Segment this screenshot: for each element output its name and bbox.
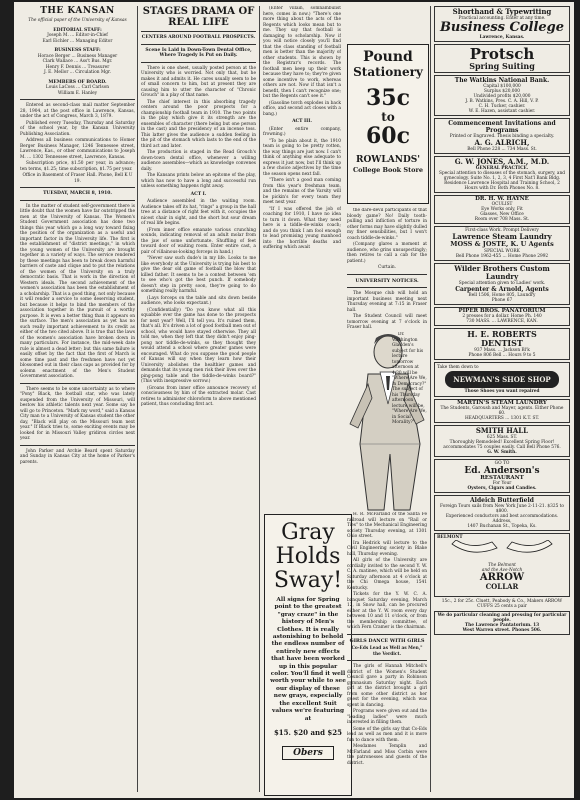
- notices-header: UNIVERSITY NOTICES.: [355, 277, 419, 284]
- date-line: TUESDAY, MARCH 8, 1910.: [43, 191, 112, 196]
- article-paragraph: (From inner office emanate various crunching sounds, indicating removal of an adult molar from the jaw of some unfortunate. Shuffling of feet toward door of waiting room. Enter entire cast, a pair of villainous-looking forceps in hand.): [141, 227, 256, 255]
- article-paragraph: Audience assembled in the waiting room. Audience takes off its hat, "rings" a group in the hall tree at a distance of right feet with it, occupies the nicest chair in sight, and the short but sour dream of real life begins.: [141, 199, 256, 226]
- column-rule: [430, 6, 431, 792]
- article-paragraph: (Company glares a moment at audience, who grins unsuspectingly; then retires to call a cab for the patient.): [347, 242, 427, 264]
- divider: [20, 445, 135, 446]
- notices-narrow: [392, 332, 427, 512]
- notice-item: Dr. Washington Gladden's subject for his lecture tomorrow afternoon at 4:30 will be "Where Are We, in Democracy?" The subject of his Thursday afternoon lecture will be, "Where Are We, in Social Morality?": [392, 332, 427, 425]
- ad-text: Those Shoes you want repaired: [464, 388, 540, 394]
- roberts-dentist-ad: [434, 328, 570, 360]
- ad-text: 1407 Buchanan St., Topeka, Ks.: [467, 524, 537, 530]
- ad-text: Lawrence, Kansas.: [479, 35, 525, 40]
- ad-body: All signs for Spring point to the greatest "gray craze" in the history of Men's Clothes. It is really astonishing to behold the endless number of entirely new effects that have been worked up in this popular color. You'll find it well worth your while to see our display of these new grays, especially the excellent Suit values we're featuring at: [270, 597, 346, 722]
- business-staff-4: J. E. Mellor ... Circulation Mgr.: [44, 70, 111, 75]
- ad-title: The Watkins National Bank.: [454, 77, 550, 84]
- entry-notice: Entered as second-class mail matter September 28, 1904, at the post office in Lawrence, Kansas, under the act of Congress, March 3, 1879.: [20, 103, 135, 119]
- ad-brand: COLLAR: [485, 581, 519, 591]
- board-label: MEMBERS OF BOARD.: [48, 79, 107, 85]
- notice-item: The Student Council will meet tomorrow evening at 7 o'clock in Fraser hall.: [347, 314, 427, 328]
- ad-name: A. G. ALRICH,: [474, 138, 530, 147]
- divider: [20, 99, 135, 100]
- ad-text: GO TO: [494, 461, 510, 467]
- ad-name: Carpenter & Arnold, Agents: [455, 285, 549, 293]
- ad-store-logo: Obers: [282, 746, 334, 760]
- ad-brand: Business College: [439, 20, 565, 35]
- notices-column-bottom: [347, 512, 427, 796]
- ad-text: Undivided profits $20,000: [473, 94, 531, 99]
- ad-text: W. E. Hazen, assistant cashier.: [468, 109, 536, 114]
- alrich-printing-ad: [434, 118, 570, 154]
- ad-text: Phone 806 Bell ... Hours 9 to 5: [468, 352, 536, 358]
- divider: [347, 287, 427, 288]
- martins-laundry-ad: [434, 399, 570, 423]
- ad-text: Special attention given to Ladies' work.: [458, 280, 546, 286]
- editorial-staff-1: Joseph M. ... Editor-in-Chief: [47, 33, 108, 38]
- ad-text: Practical accounting. Enter at any time.: [458, 16, 546, 21]
- ad-title: Aldeich Butterfield: [470, 497, 534, 505]
- ad-headline: Holds: [275, 544, 341, 569]
- article-deck: CENTERS AROUND FOOTBALL PROSPECTS.: [141, 35, 256, 40]
- ad-text: Experienced conductors and best accommodations. Address,: [445, 514, 559, 525]
- ad-title: H. E. ROBERTS: [467, 328, 537, 339]
- ad-text: The Belmont: [488, 562, 516, 568]
- article-paragraph: Mesdames Templin and McFarland and Miss Corbin were the patronesses and guests of the district.: [347, 744, 427, 766]
- office-notice: Office in Basement of Fraser Hall. Phone, Bell K U 19.: [22, 173, 133, 184]
- column-rule: [259, 6, 260, 792]
- ad-text: The Lawrence Pantatorium. 13: [464, 623, 540, 629]
- editorial-paragraph: John Parker and Archie Beard spent Saturday and Sunday in Kansas City at the home of Parker's parents.: [20, 448, 135, 465]
- ad-text: G. W. Smith.: [487, 450, 517, 456]
- masthead-column: [20, 6, 135, 466]
- ad-text: HEADQUARTERS ... 1301 K.T. ST.: [464, 416, 540, 422]
- ad-text: Bell 1506, Home 805, Laundry: [468, 292, 536, 298]
- article-paragraph: (Enter villain, somnambulist here, comes in now.) "There's one more thing about the acts of the Regents which looks mean but to me. They say that football is damaging to scholarship. Now if you will notice closely you'll find that the class standing of football men is better than the majority of other students. This is shown by the Registrar's records. The football men keep up their work because they have to; they're given some incentive to work, whereas others are not. Now if that isn't a benefit, then I can't recognize one; but the Regents can't see it.": [263, 6, 341, 99]
- newman-shoe-ad: [434, 362, 570, 397]
- ad-text: Bell Phone 228 ... 734 Mass. St.: [467, 147, 537, 152]
- ad-text: Eye Works only, Fit: [481, 207, 523, 213]
- editorial-paragraph: In the matter of student self-government there is little doubt that the women have far outstripped the men at the University of Kansas. The Women's Student Government association has done two things this year which go a long way toward fixing the position of the organization as a useful and important factor in the University life. The first is the establishment of "district meetings," in which the young women of the University are brought together in a variety of ways. The service rendered by these meetings has been to break down harmful barriers of caste and clique and to put the relations of the women of the University on a truly democratic basis. That is work in the direction of Western ideals. The second achievement of the women's association has been the establishment of a scholarship. That is a good thing, not only because it will render a service to some deserving student, but because it helps to bind the members of the association together in the pursuit of a worthy purpose. It is even a better thing than it appears on the surface. The men's association as yet has no such really important achievement to its credit as either of the two cited above. It is true that the laws of the women's association have broken down in many particulars. For instance, the mid-week date rule is almost a dead letter; but this same failure is easily offset by the fact that the first of March is some time past and the freshmen have not yet blossomed out in their class caps as provided for by solemn enactment of the Men's Student Government association.: [20, 203, 135, 379]
- divider: [141, 31, 256, 32]
- business-staff-3: Henry F. Dennis ... Treasurer: [45, 64, 110, 70]
- ad-title: Shorthand & Typewriting: [452, 7, 552, 16]
- notices-column-top: [347, 208, 427, 328]
- ad-text: Surplus $20,000: [484, 89, 520, 94]
- ad-text: Capital $100,000: [483, 84, 521, 89]
- anderson-restaurant-ad: [434, 459, 570, 493]
- ad-title: Wilder Brothers Custom Laundry: [454, 263, 550, 281]
- article-paragraph: "There isn't a good man coming from this year's freshman team, and the remains of the Varsity will be pickin's for every team they meet next year.: [263, 178, 341, 205]
- ad-text: Glasses, New Office: [480, 212, 524, 218]
- ad-text: Spring Suiting: [469, 61, 535, 71]
- business-staff-label: BUSINESS STAFF:: [54, 48, 101, 53]
- divider: [347, 634, 427, 635]
- ad-text: First-class Work. Prompt Delivery: [465, 228, 539, 234]
- article-headline: STAGES DRAMA OF REAL LIFE: [142, 6, 255, 28]
- watkins-bank-ad: [434, 75, 570, 116]
- divider: [141, 44, 256, 45]
- article-paragraph: The production is staged in the Read Grouch's down-town dental office, whenever a willing audience assembles—which as knowledge convenes daily.: [141, 150, 256, 172]
- notice-item: Ira Hedrick will lecture to the Civil Engineering society in Blake hall, Thursday evening.: [347, 540, 427, 557]
- article-paragraph: the dare-devil participants of that bloody game? No! Daily tooth-pulling and infliction of torture in other forms may have slightly dulled my finer sensibilities, but I won't coach tiddle-de-winks.": [347, 208, 427, 241]
- pound-stationery-ad: [347, 44, 429, 204]
- ad-title: Lawrence Steam Laundry: [452, 232, 552, 242]
- ad-text: C. H. Tucker, cashier.: [478, 104, 526, 109]
- lawrence-laundry-ad: [434, 226, 570, 261]
- ad-text: Special attention to diseases of the stomach, surgery, and gynecology. Suite No. 1, 2, 3, 4 First Nat'l Bank Bldg.: [439, 171, 565, 181]
- act-label: ACT I.: [190, 191, 207, 197]
- article-paragraph: Some of the girls say that Co-Eds lead as well as men and it is more fun to dance with them.: [347, 726, 427, 743]
- butterfield-tours-ad: [434, 495, 570, 531]
- ad-text: Bell Phone 1962-455 ... Home Phone 2992: [455, 253, 549, 259]
- ad-title: SMITH HALL: [475, 426, 529, 436]
- divider: [347, 660, 427, 661]
- article-paragraph: Programs were given out and the "leading ladies" were much interested in filling them.: [347, 709, 427, 725]
- ad-text: J. B. Watkins, Pres. C. A. Hill, V. P.: [465, 99, 539, 104]
- ad-text: Oysters, Cigars and Candies.: [467, 486, 537, 492]
- ad-name: MOSS & JOSTE, K. U Agents: [450, 240, 554, 249]
- ad-to: to: [381, 110, 395, 124]
- business-staff-1: Horace Berger ... Business Manager: [37, 53, 118, 59]
- wilder-laundry-ad: [434, 263, 570, 305]
- notice-item: Tickets for the Y. W. C. A. banquet Saturday evening, March 12, in Snow hall, can be procured either at the Y. W. room every day between 10 and 11 o'clock, or from the membership committee, of which Fern Cramer is the chairman.: [347, 592, 427, 630]
- act-two-column: [263, 6, 341, 536]
- ad-text: We do particular cleaning and pressing for particular people.: [437, 613, 567, 624]
- ad-text: SPECIAL WORK: [484, 248, 520, 254]
- divider: [20, 187, 135, 188]
- ad-title: PIPER BROS. PANATORIUM: [458, 307, 546, 314]
- ad-text: 730 MASS. ... LAWRENCE, KAN.: [466, 318, 538, 324]
- stages-drama-column: [141, 6, 256, 409]
- ad-text: Thoroughly Remodeled! Excellent Spring Floor! accommodates 75 couples easily. Call Bell Phone 576.: [443, 440, 561, 451]
- editorial-staff-label: EDITORIAL STAFF:: [53, 27, 102, 33]
- article-paragraph: "To be plain about it, the 1910 team is going to be pretty rotten, the way things are just now. I can't think of anything else adequate to express it just now, but I'll think up a few choice adjectives by the time the season opens next fall.: [263, 138, 341, 177]
- notice-item: The Mosque club will hold an important business meeting next Thursday evening at 7:15 in Fraser hall.: [347, 291, 427, 313]
- hayne-oculist-ad: [434, 195, 570, 224]
- arrow-footer: 15c., 2 for 25c. Cluett, Peabody & Co., Makers ARROW CUFFS 25 cents a pair: [441, 599, 563, 610]
- editorial-staff-2: Earl Eichler ... Managing Editor: [42, 38, 113, 44]
- pantatorium-ad: [434, 611, 570, 635]
- business-staff-2: Clark Wallace ... Ass't Bus. Mgr.: [42, 59, 113, 64]
- ad-text: 625 Mass. ST.: [486, 435, 518, 441]
- curtain-label: Curtain.: [378, 265, 396, 270]
- divider: [347, 274, 427, 275]
- ad-brand: ARROW: [479, 571, 525, 583]
- address-notice: Address all business communications to Homer Berger Business Manager, 1246 Tennessee street, Lawrence, Kas., or other communications to Joseph M. ... 1302 Tennessee street, Lawrence, Kansas.: [20, 138, 135, 160]
- ad-store: ROWLANDS': [355, 155, 421, 165]
- shoe-logo: NEWMAN'S SHOE SHOP: [445, 371, 558, 388]
- article-headline: GIRLS DANCE WITH GIRLS: [349, 637, 425, 644]
- article-paragraph: The chief interest in this absorbing tragedy centers around the poor prospects for a championship football team in 1910. The two points in the play which give it its strength are the ensembles of character (there being but one person in the cast) and the presidency of an incense toss. This latter gives the audience a sudden feeling in the pit of the stomach which lasts to the end of the third act and later.: [141, 99, 256, 149]
- ad-title: MARTIN'S STEAM LAUNDRY: [457, 399, 547, 406]
- article-paragraph: (Groans from inner office announce recovery of consciousness by him of the extracted molar. Cast retires to administer chloroform to above mentioned patient, thus concluding first act.: [141, 385, 256, 407]
- ad-text: Printed or Engraved. Thesis binding a specialty.: [449, 134, 555, 139]
- article-paragraph: "If I was offered the job of coaching for 1910, I have no idea to turn it down. What they need here is a tiddle-de-winks coach; and do you think I am fool enough to lead promising young manhood into the horrible deaths and suffering which await: [263, 206, 341, 250]
- article-paragraph: The girls of Hannah Mitchell's district of the Women's Student Council gave a party in Robinson gymnasium Saturday night. Each girl at the district brought a girl from some other district as her guest for the evening, which was spent in dancing.: [347, 664, 427, 708]
- ad-title: Pound: [363, 49, 413, 65]
- ad-headline: Sway!: [273, 568, 343, 593]
- editorial-paragraph: There seems to be some uncertainty as to where "Pony" Black, the football star, who was lately suspended from the University of Missouri, will bestow his athletic talents next year. Some say he will go to Princeton. "Mark my word," said a Kansas City man to a University of Kansas student the other day, "Black will play on the Missouri team next year." If Black tries to, some exciting events may be looked for in Missouri Valley gridiron circles next year.: [20, 386, 135, 441]
- column-rule: [137, 6, 138, 792]
- ads-column: [434, 6, 570, 637]
- ad-brand: Protsch: [469, 45, 535, 63]
- ad-text: 937 Mass. ... Jackson Bl'k: [474, 347, 530, 353]
- ad-prices: $15. $20 and $25: [273, 727, 343, 737]
- article-deck: Co-Eds Lead as Well as Men," the Verdict.: [351, 646, 423, 657]
- ad-title: Ed. Anderson's: [464, 466, 540, 477]
- ad-text: Phone 67: [491, 297, 513, 303]
- article-paragraph: The Kansans prints below an epitome of the play, which has now to have a long and successful run unless something happens right away.: [141, 173, 256, 189]
- ad-text: Residence Lawrence Hospital and Training School, 2 Hours with Dr. Both Phones No. 8.: [444, 181, 560, 191]
- collar-illustration: [442, 540, 562, 560]
- ad-text: BELMONT: [437, 535, 463, 541]
- ad-title: Stationery: [353, 65, 423, 79]
- ad-text: OCULIST: [491, 202, 513, 208]
- protsch-ad: [434, 44, 570, 73]
- board-member-1: Louis LaCoss ... Carl Carlson: [45, 85, 110, 90]
- ad-title: G. W. JONES, A.M., M.D.: [454, 157, 550, 166]
- article-paragraph: (Lays forceps on the table and sits down beside audience, who looks expectant.): [141, 295, 256, 306]
- jones-physician-ad: [434, 156, 570, 193]
- ad-title: RESTAURANT: [480, 475, 524, 482]
- article-paragraph: There is one sheet, usually posted person at the University who is worried. Not only that, but he makes it and admits it. He cares usually seem to be of small concern to him, but at present they are causing him to utter the character of "Chronic Grouch" in a play of that name.: [141, 65, 256, 98]
- article-paragraph: "Never saw such dude's in my life. Looks to me like everybody at the University is trying his best to give the dear old game of football the blow that killed father. It seems to be a contest between 'em to see who's got the best punch. If somebody doesn't step in pretty soon, they're going to do something really harmful.: [141, 256, 256, 294]
- ad-text: West Warren street. Phones 506.: [462, 628, 542, 634]
- ad-text: Take them down to: [437, 364, 479, 370]
- board-member-2: William E. Hanley: [57, 90, 98, 96]
- divider: [20, 200, 135, 201]
- ad-text: For Your: [492, 481, 512, 487]
- ad-title: Commencement Invitations and Programs: [448, 120, 556, 134]
- smith-hall-ad: [434, 425, 570, 457]
- ad-price: 35c: [365, 85, 410, 111]
- business-college-ad: [434, 6, 570, 42]
- newspaper-page: [14, 2, 574, 798]
- ad-title: DENTIST: [481, 337, 523, 348]
- ad-text: Room over 708 Mass. St.: [474, 217, 530, 223]
- article-deck: Scene Is Laid in Down-Town Dental Office, Where Tragedy Is Put on Daily.: [145, 47, 252, 58]
- article-paragraph: (Gasoline torch explodes in back office, and second act closes with a bang.): [263, 100, 341, 117]
- ad-text: and the Ave-Notch: [481, 567, 523, 573]
- masthead-title: THE KANSAN: [40, 6, 115, 16]
- ad-text: GENERAL PRACTICE.: [475, 166, 529, 171]
- arrow-collar-ad: [434, 533, 570, 597]
- ad-title: DR. H. W. HAYNE: [475, 196, 529, 202]
- ad-text: The Students, Garoush and Mayer, agents. Either Phone 60.: [440, 406, 564, 417]
- masthead-subtitle: The official paper of the University of Kansas: [28, 18, 127, 23]
- piper-panatorium-ad: [434, 307, 570, 326]
- ad-tagline: College Book Store: [352, 166, 424, 174]
- notice-item: All girls of the University are cordially invited to the second Y. W. C. A. matinee, which will be held on Saturday afternoon at 4 o'clock at the Chi Omega house, 1541 Kentucky.: [347, 558, 427, 591]
- ad-headline: Gray: [281, 520, 335, 545]
- subscription-notice: Subscription price, $1.50 per year, in advance; ten terms, $1.25; time subscription, $1.75 per year.: [20, 161, 135, 172]
- article-paragraph: (Enter entire company, frowning.): [263, 126, 341, 137]
- act-label: ACT III.: [292, 119, 312, 124]
- publish-notice: Published every Tuesday, Thursday and Saturday of the school year, by the Kansan University Publishing Association.: [20, 120, 135, 137]
- notice-item: H. R. McFarland of the Santa Fe railroad will lecture on "Rail or Ties" to the Mechanical Engineering society Thursday evening, at 1301 Ohio street.: [347, 512, 427, 539]
- divider: [20, 383, 135, 384]
- gray-holds-sway-ad: [264, 514, 352, 796]
- article-paragraph: (Confidentially) "Do you know what all this squabble over the game has done to the prospects for next year? Well, I'll tell you. It's ruined them, that's all. It's driven a lot of good football men out of school, who would have stayed otherwise. They all told me, when they left that they didn't enjoy ping-pong nor tiddle-de-winks, so they thought they would attend a school where greater games were encouraged. What do you suppose the good people of Kansas will say when they learn how their University abolishes the healthier games and demands that its young men risk their lives over the ping-pong table and the tiddle-de-winks board?" (This with inexpressive sorrow.): [141, 307, 256, 384]
- divider: [141, 62, 256, 63]
- ad-price: 60c: [365, 123, 410, 149]
- ad-text: Foreign Tours sails from New York June 2-11-21. $325 to $800.: [440, 504, 564, 515]
- ad-text: 2 presses for a dollar. Home Ph. 140: [462, 313, 542, 319]
